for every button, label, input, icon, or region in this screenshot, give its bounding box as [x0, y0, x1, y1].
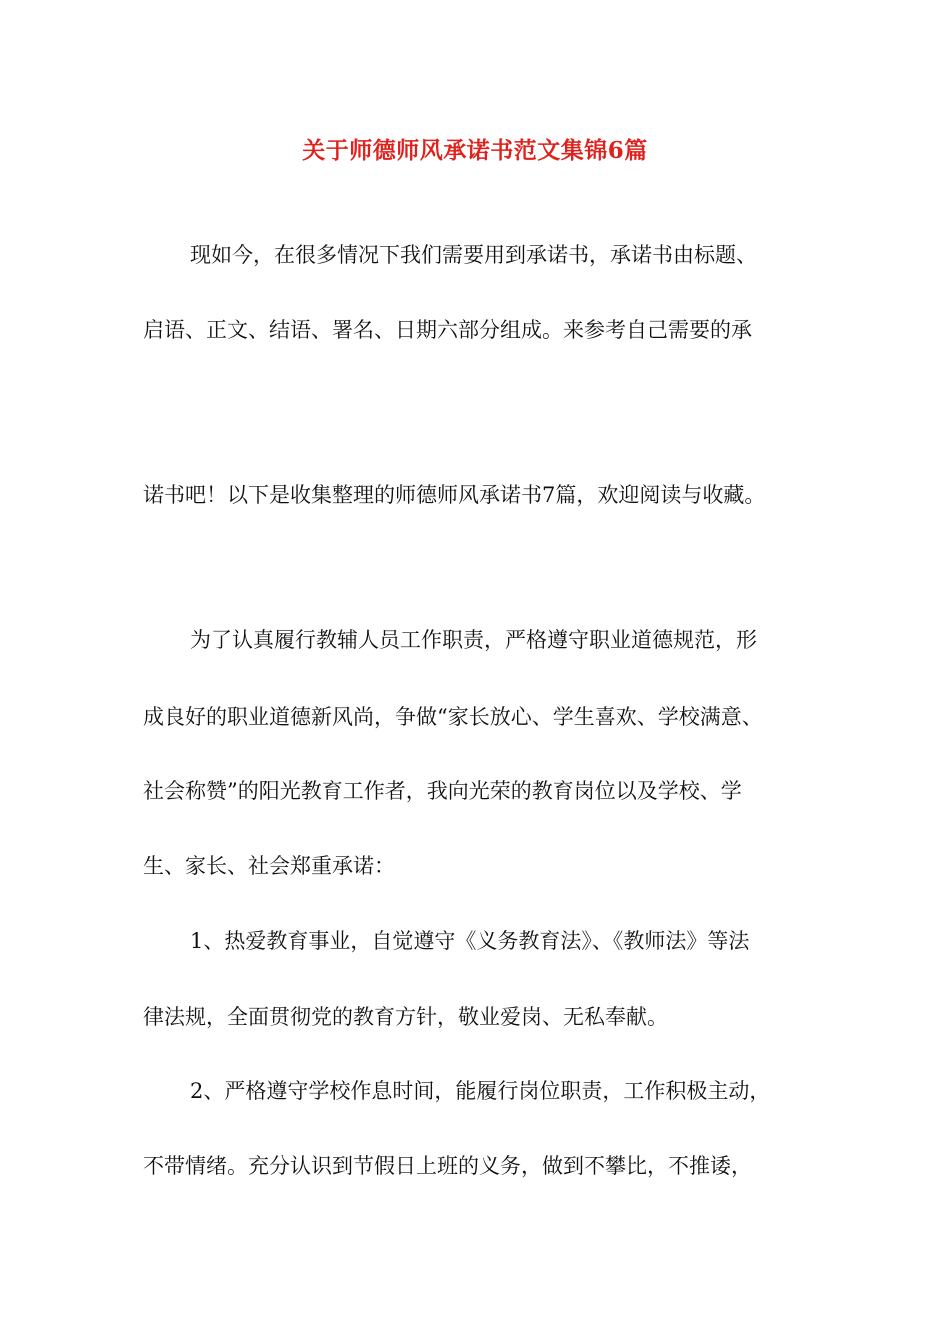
paragraph-2-line-1: 为了认真履行教辅人员工作职责，严格遵守职业道德规范，形 — [190, 628, 757, 652]
paragraph-2-line-4: 生、家长、社会郑重承诺： — [143, 854, 395, 878]
paragraph-1-line-3: 诺书吧！以下是收集整理的师德师风承诺书7篇，欢迎阅读与收藏。 — [143, 483, 766, 507]
document-title: 关于师德师风承诺书范文集锦6篇 — [302, 137, 648, 164]
paragraph-1-line-2: 启语、正文、结语、署名、日期六部分组成。来参考自己需要的承 — [143, 318, 752, 342]
item-2-line-2: 不带情绪。充分认识到节假日上班的义务，做到不攀比，不推诿， — [143, 1154, 752, 1178]
paragraph-1-line-1: 现如今，在很多情况下我们需要用到承诺书，承诺书由标题、 — [190, 243, 757, 267]
paragraph-2-line-3: 社会称赞”的阳光教育工作者，我向光荣的教育岗位以及学校、学 — [143, 779, 742, 803]
item-1-line-1: 1、热爱教育事业，自觉遵守《义务教育法》、《教师法》等法 — [190, 929, 750, 953]
item-1-line-2: 律法规，全面贯彻党的教育方针，敬业爱岗、无私奉献。 — [143, 1005, 668, 1029]
item-2-line-1: 2、严格遵守学校作息时间，能履行岗位职责，工作积极主动， — [190, 1079, 771, 1103]
paragraph-2-line-2: 成良好的职业道德新风尚，争做“家长放心、学生喜欢、学校满意、 — [143, 705, 763, 729]
